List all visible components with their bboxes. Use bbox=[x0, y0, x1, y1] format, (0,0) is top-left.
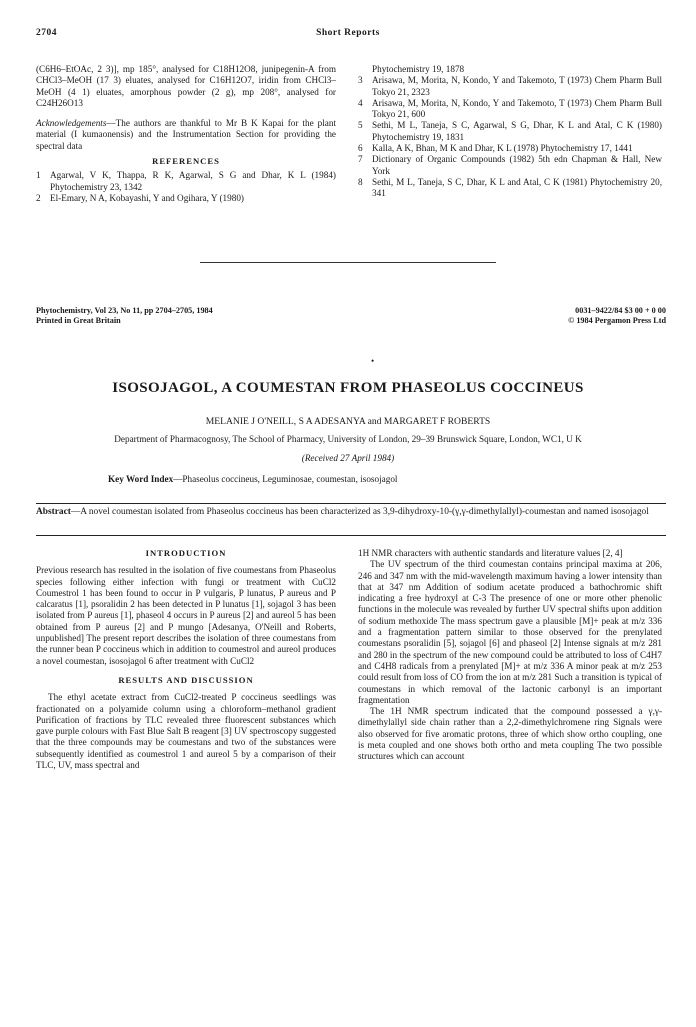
reference-number: 8 bbox=[358, 176, 363, 187]
reference-text: Agarwal, V K, Thappa, R K, Agarwal, S G and Dhar, K L (1984) Phytochemistry 23, 1342 bbox=[50, 170, 336, 192]
body-paragraph: The 1H NMR spectrum indicated that the compound possessed a γ,γ-dimethylallyl side chain rather than a 2,2-dimethylchromene ring Signals were also observed for five aromatic protons, three of which show ortho coupling, one is meta coupled and one shows both ortho and meta coupling The two possible structures which can account bbox=[358, 706, 662, 762]
decorative-mark: • bbox=[371, 356, 375, 366]
reference-number: 1 bbox=[36, 170, 41, 181]
reference-text: Sethi, M L, Taneja, S C, Dhar, K L and Atal, C K (1981) Phytochemistry 20, 341 bbox=[372, 176, 662, 199]
article-title: ISOSOJAGOL, A COUMESTAN FROM PHASEOLUS COCCINEUS bbox=[112, 380, 584, 396]
acknowledgements-text: —The authors are thankful to Mr B K Kapai for the plant material (I kumaonensis) and the Instrumentation Section for providing the spectral data bbox=[36, 118, 336, 151]
results-paragraph: The ethyl acetate extract from CuCl2-treated P coccineus seedlings was fractionated on a polyamide column using a chloroform–methanol gradient Purification of fractions by TLC revealed three fluorescent substances which gave purple colours with Fast Blue Salt B reagent [3] UV spectroscopy suggested that the three compounds may be coumestans and two of the substances were subsequently identified as coumestrol 1 and aureol 5 by a comparison of their TLC, UV, mass spectral and bbox=[36, 692, 336, 771]
reference-text: Phytochemistry 19, 1878 bbox=[372, 64, 465, 74]
introduction-paragraph: Previous research has resulted in the isolation of five coumestans from Phaseolus species following either infection with fungi or treatment with CuCl2 Coumestrol 1 has been found to occur in P vulgaris, P lunatus, P aureus and P calcaratus [1], psoralidin 2 has been detected in P lunatus [1], sojagol 3 has been isolated from P aureus [1], phaseol 4 occurs in P aureus [2] and aureol 5 has been obtained from P aureus [2] and P mungo [Adesanya, O'Neill and Roberts, unpublished] The present report describes the isolation of three coumestans from the runner bean P coccineus which in addition to coumestrol and aureol produces a novel coumestan, isosojagol 6 after treatment with CuCl2 bbox=[36, 565, 336, 666]
reference-text: Sethi, M L, Taneja, S C, Agarwal, S G, Dhar, K L and Atal, C K (1980) Phytochemistry 19, 1831 bbox=[372, 120, 662, 142]
acknowledgements-label: Acknowledgements bbox=[36, 118, 107, 129]
abstract bbox=[36, 507, 666, 519]
copyright-line: © 1984 Pergamon Press Ltd bbox=[568, 316, 666, 325]
abstract-text: —A novel coumestan isolated from Phaseolus coccineus has been characterized as 3,9-dihydroxy-10-(γ,γ-dimethylallyl)-coumestan and named isosojagol bbox=[70, 507, 649, 517]
article-authors: MELANIE J O'NEILL, S A ADESANYA and MARGARET F ROBERTS bbox=[205, 416, 491, 427]
body-paragraph: The UV spectrum of the third coumestan contains principal maxima at 206, 246 and 347 nm with the mid-wavelength maximum having a lower intensity than that at 347 nm Addition of sodium acetate produced a bathochromic shift indicating a free hydroxyl at C-3 The presence of one or more other phenolic functions in the molecule was revealed by further UV spectral shifts upon addition of sodium methoxide The mass spectrum gave a plausible [M]+ peak at m/z 336 and a fragmentation pattern similar to those observed for the prenylated coumestans psoralidin [5], sojagol [6] and phaseol [2] Intense signals at m/z 281 and 280 in the spectrum of the new compound could be attributed to loss of C4H7 and C4H8 radicals from a prenylated [M]+ at m/z 336 A minor peak at m/z 253 could result from loss of CO from the ion at m/z 281 Such a transition is typical of coumestans in which removal of the lactonic carbonyl is an important fragmentation bbox=[358, 559, 662, 705]
reference-number: 2 bbox=[36, 192, 41, 203]
article-separator-rule bbox=[200, 262, 496, 263]
reference-number: 3 bbox=[358, 75, 363, 86]
results-heading: RESULTS AND DISCUSSION bbox=[118, 674, 254, 685]
journal-citation bbox=[36, 306, 213, 326]
reference-item bbox=[358, 177, 662, 200]
abstract-top-rule bbox=[36, 503, 666, 504]
reference-text: Dictionary of Organic Compounds (1982) 5th edn Chapman & Hall, New York bbox=[372, 154, 662, 176]
reference-item bbox=[358, 154, 662, 177]
previous-article-left-column bbox=[36, 64, 336, 204]
introduction-heading: INTRODUCTION bbox=[145, 548, 227, 558]
body-paragraph: 1H NMR characters with authentic standards and literature values [2, 4] bbox=[358, 548, 623, 558]
acknowledgements bbox=[36, 118, 336, 152]
key-word-index bbox=[108, 474, 668, 484]
issn-price-line: 0031–9422/84 $3 00 + 0 00 bbox=[575, 306, 666, 315]
reference-number: 5 bbox=[358, 120, 363, 131]
reference-item bbox=[358, 98, 662, 121]
abstract-label: Abstract bbox=[36, 507, 71, 517]
reference-text: Arisawa, M, Morita, N, Kondo, Y and Takemoto, T (1973) Chem Pharm Bull Tokyo 21, 600 bbox=[372, 97, 662, 120]
reference-text: Kalla, A K, Bhan, M K and Dhar, K L (1978) Phytochemistry 17, 1441 bbox=[372, 143, 633, 154]
key-word-index-text: —Phaseolus coccineus, Leguminosae, coumestan, isosojagol bbox=[173, 474, 398, 484]
key-word-index-label: Key Word Index bbox=[108, 474, 174, 484]
reference-item bbox=[358, 64, 662, 75]
reference-number: 6 bbox=[358, 143, 363, 154]
running-section-title: Short Reports bbox=[316, 28, 380, 38]
reference-number: 7 bbox=[358, 154, 363, 165]
reference-text: Arisawa, M, Morita, N, Kondo, Y and Takemoto, T (1973) Chem Pharm Bull Tokyo 21, 2323 bbox=[372, 75, 662, 97]
experimental-continuation: (C6H6–EtOAc, 2 3)], mp 185°, analysed for C18H12O8, junipegenin-A from CHCl3–MeOH (17 3) eluates, analysed for C16H12O7, iridin from CHCl3–MeOH (4 1) eluates, amorphous powder (2 g), mp 208°, analysed for C24H26O13 bbox=[36, 64, 336, 108]
body-left-column bbox=[36, 548, 336, 771]
page-number: 2704 bbox=[36, 28, 57, 38]
reference-item bbox=[36, 170, 336, 193]
journal-volume-line: Phytochemistry, Vol 23, No 11, pp 2704–2705, 1984 bbox=[36, 306, 213, 315]
reference-text: El-Emary, N A, Kobayashi, Y and Ogihara, Y (1980) bbox=[50, 192, 244, 203]
received-date: (Received 27 April 1984) bbox=[301, 453, 395, 463]
reference-number: 4 bbox=[358, 97, 363, 108]
body-right-column bbox=[358, 548, 662, 763]
abstract-bottom-rule bbox=[36, 535, 666, 536]
reference-item bbox=[358, 75, 662, 98]
reference-item bbox=[358, 143, 662, 154]
article-affiliation: Department of Pharmacognosy, The School of Pharmacy, University of London, 29–39 Brunswick Square, London, WC1, U K bbox=[114, 434, 582, 444]
printed-in-line: Printed in Great Britain bbox=[36, 316, 121, 325]
references-heading: REFERENCES bbox=[152, 156, 220, 167]
reference-item bbox=[36, 193, 336, 204]
reference-item bbox=[358, 120, 662, 143]
previous-article-right-column bbox=[358, 64, 662, 200]
journal-copyright bbox=[470, 306, 666, 326]
